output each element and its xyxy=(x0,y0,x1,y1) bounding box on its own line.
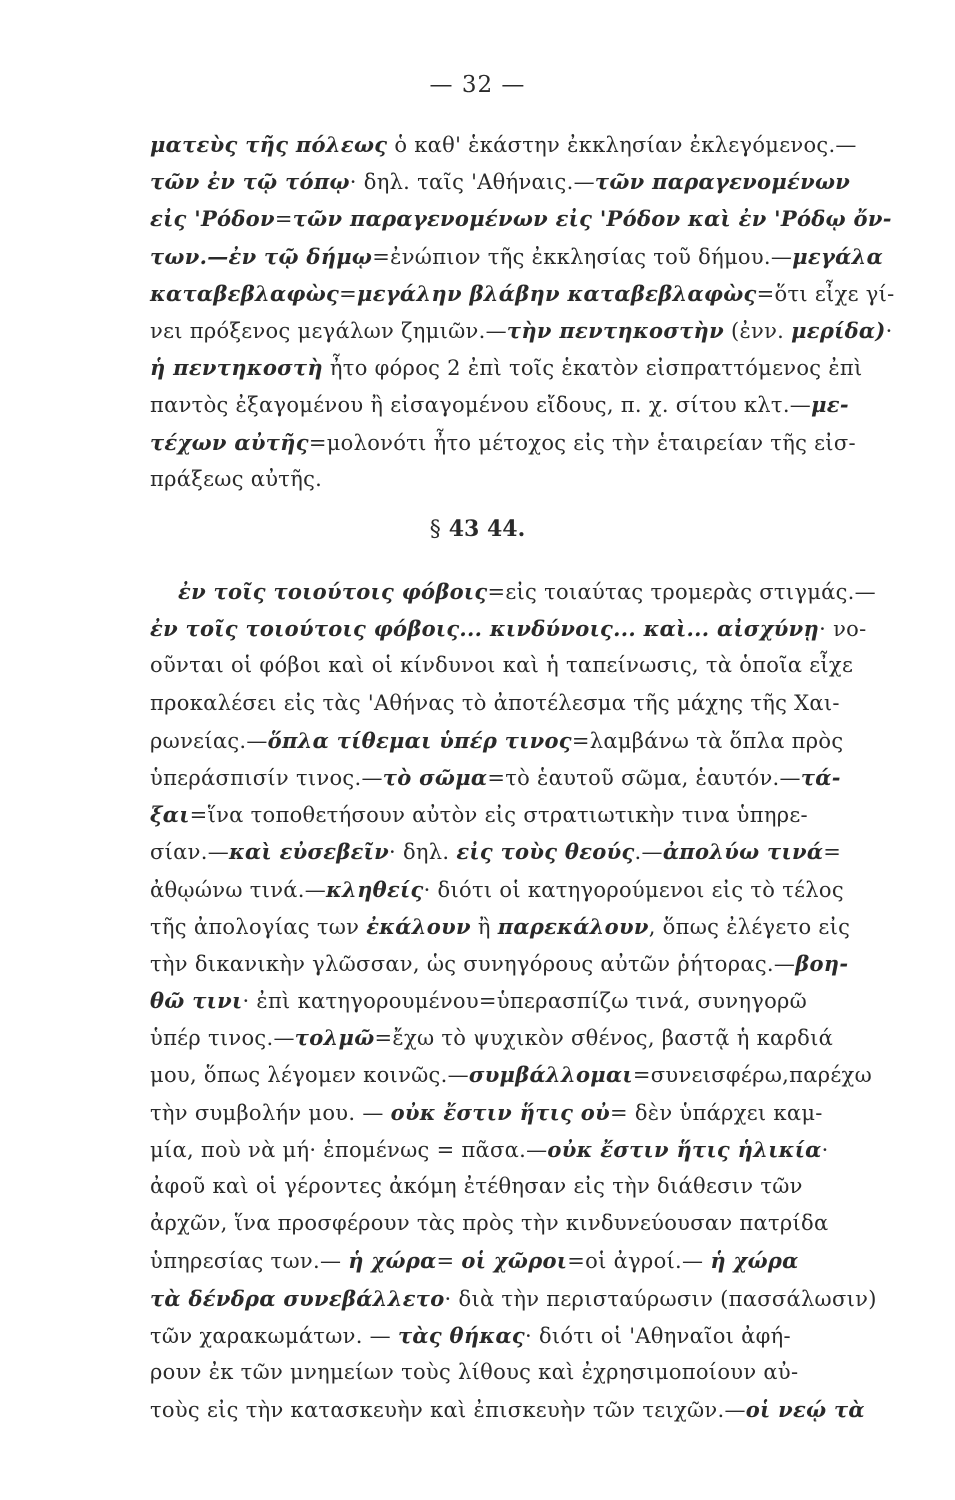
lemma-text: τῶν παραγενομένων xyxy=(594,169,851,195)
lemma-text: καὶ εὐσεβεῖν xyxy=(229,839,390,865)
section-numbers: 43 44. xyxy=(448,516,526,542)
lemma-text: καταβεβλαφὼς xyxy=(150,280,340,306)
text-line xyxy=(150,1317,910,1354)
page-number: — 32 — xyxy=(429,72,526,98)
gloss-text: · διὰ τὴν περισταύρωσιν (πασσάλωσιν) xyxy=(444,1286,877,1311)
lemma-text: τὰς θήκας xyxy=(397,1322,525,1348)
text-line xyxy=(150,685,910,722)
text-line xyxy=(150,982,910,1019)
gloss-text: ὑπεράσπισίν τινος.— xyxy=(150,765,383,790)
lemma-text: ἐκάλουν xyxy=(366,913,471,939)
gloss-text: =οἱ ἀγροί.— xyxy=(567,1249,711,1274)
text-line xyxy=(150,238,910,275)
gloss-text: = xyxy=(339,281,358,306)
lemma-text: ὅπλα τίθεμαι ὑπέρ τινος xyxy=(267,727,572,753)
gloss-text: ρωνείας.— xyxy=(150,728,268,753)
lemma-text: μεγάλα xyxy=(792,243,884,269)
lemma-text: ἡ πεντηκοστὴ xyxy=(150,355,323,381)
gloss-text: = δὲν ὑπάρχει καμ- xyxy=(609,1100,823,1125)
text-line xyxy=(150,1354,910,1391)
lemma-text: παρεκάλουν xyxy=(497,913,649,939)
text-line xyxy=(150,1391,910,1428)
text-line xyxy=(150,461,910,498)
gloss-text: · διότι οἱ 'Αθηναῖοι ἀφή- xyxy=(525,1323,791,1348)
section-heading xyxy=(0,516,955,542)
gloss-text: τὴν συμβολήν μου. — xyxy=(150,1100,391,1125)
gloss-text: =ὅτι εἶχε γί- xyxy=(756,281,895,306)
lemma-text: τῶν παραγενομένων εἰς 'Ρόδον καὶ ἐν 'Ρόδῳ ὄν- xyxy=(292,206,892,232)
text-line xyxy=(150,1205,910,1242)
gloss-text: ἀφοῦ καὶ οἱ γέροντες ἀκόμη ἐτέθησαν εἰς τὴν διάθεσιν τῶν xyxy=(150,1174,803,1198)
text-line xyxy=(150,945,910,982)
gloss-text: ἦτο φόρος 2 ἐπὶ τοῖς ἑκατὸν εἰσπραττόμενος ἐπὶ xyxy=(322,356,863,381)
gloss-text: =ἔχω τὸ ψυχικὸν σθένος, βαστᾷ ἡ καρδιά xyxy=(374,1026,834,1051)
gloss-text: ὑπέρ τινος.— xyxy=(150,1026,295,1051)
gloss-text: · xyxy=(821,1137,829,1162)
text-line xyxy=(150,647,910,684)
text-line xyxy=(150,424,910,461)
lemma-text: ἐν τοῖς τοιούτοις φόβοις... κινδύνοις... καὶ... αἰσχύνῃ xyxy=(150,616,820,642)
gloss-text: =λαμβάνω τὰ ὅπλα πρὸς xyxy=(571,728,844,753)
text-line xyxy=(150,722,910,759)
gloss-text: μου, ὅπως λέγομεν κοινῶς.— xyxy=(150,1063,469,1088)
section-symbol: § xyxy=(429,517,441,542)
gloss-text: = xyxy=(823,840,842,865)
gloss-text: · δηλ. ταῖς 'Αθήναις.— xyxy=(349,170,595,195)
lemma-text: βοη- xyxy=(795,950,849,976)
lemma-text: κληθείς xyxy=(326,876,424,902)
text-line xyxy=(150,1280,910,1317)
lemma-text: τολμῶ xyxy=(294,1025,375,1051)
text-line xyxy=(150,871,910,908)
gloss-text: σίαν.— xyxy=(150,840,229,865)
lemma-text: τὸ σῶμα xyxy=(382,764,488,790)
lemma-text: τά- xyxy=(800,764,841,790)
lemma-text: ξαι xyxy=(150,802,190,828)
text-line xyxy=(150,573,910,610)
gloss-text: =συνεισφέρω,παρέχω xyxy=(632,1063,872,1088)
text-line xyxy=(150,386,910,423)
gloss-text: · διότι οἱ κατηγορούμενοι εἰς τὸ τέλος xyxy=(423,877,844,902)
lemma-text: με- xyxy=(811,392,849,418)
lemma-text: οἱ νεῴ τὰ xyxy=(745,1397,865,1423)
gloss-text: παντὸς ἐξαγομένου ἢ εἰσαγομένου εἴδους, π. χ. σίτου κλτ.— xyxy=(150,393,812,418)
lemma-text: ἡ χώρα xyxy=(710,1248,799,1274)
gloss-text: =μολονότι ἦτο μέτοχος εἰς τὴν ἑταιρείαν τῆς εἰσ- xyxy=(308,430,856,455)
lemma-text: τέχων αὐτῆς xyxy=(150,429,309,455)
text-line xyxy=(150,200,910,237)
lemma-text: τὰ δένδρα συνεβάλλετο xyxy=(150,1285,445,1311)
gloss-text: , ὅπως ἐλέγετο εἰς xyxy=(648,914,851,939)
lemma-text: συμβάλλομαι xyxy=(468,1062,633,1088)
gloss-text: =εἰς τοιαύτας τρομερὰς στιγμάς.— xyxy=(487,580,876,604)
gloss-text: ὑπηρεσίας των.— xyxy=(150,1249,349,1274)
gloss-text: τῆς ἀπολογίας των xyxy=(150,914,367,939)
gloss-text: τὴν δικανικὴν γλῶσσαν, ὡς συνηγόρους αὐτῶν ῥήτορας.— xyxy=(150,951,796,976)
gloss-text: =ἵνα τοποθετήσουν αὐτὸν εἰς στρατιωτικὴν τινα ὑπηρε- xyxy=(189,803,808,828)
lemma-text: ἡ χώρα xyxy=(348,1248,437,1274)
gloss-text: ὁ καθ' ἑκάστην ἐκκλησίαν ἐκλεγόμενος.— xyxy=(387,133,857,157)
text-line xyxy=(150,1056,910,1093)
gloss-text: νει πρόξενος μεγάλων ζημιῶν.— xyxy=(150,318,507,343)
lemma-text: των.—ἐν τῷ δήμῳ xyxy=(150,243,373,269)
paragraph-block-2 xyxy=(150,573,910,1428)
lemma-text: οὐκ ἔστιν ἥτις ἡλικία xyxy=(547,1136,822,1162)
text-line xyxy=(150,163,910,200)
text-line xyxy=(150,1242,910,1279)
text-line xyxy=(150,349,910,386)
gloss-text: = xyxy=(436,1249,462,1274)
gloss-text: · xyxy=(885,318,893,343)
lemma-text: οἱ χῶροι xyxy=(461,1248,568,1274)
gloss-text: =τὸ ἑαυτοῦ σῶμα, ἑαυτόν.— xyxy=(487,765,801,790)
gloss-text: · δηλ. xyxy=(389,840,457,865)
gloss-text: τοὺς εἰς τὴν κατασκευὴν καὶ ἐπισκευὴν τῶν τειχῶν.— xyxy=(150,1398,746,1423)
lemma-text: μεγάλην βλάβην καταβεβλαφὼς xyxy=(357,280,757,306)
lemma-text: ἐν τοῖς τοιούτοις φόβοις xyxy=(178,579,488,604)
gloss-text: προκαλέσει εἰς τὰς 'Αθήνας τὸ ἀποτέλεσμα τῆς μάχης τῆς Χαι- xyxy=(150,690,840,715)
gloss-text: .— xyxy=(634,840,663,865)
text-line xyxy=(150,908,910,945)
gloss-text: πράξεως αὐτῆς. xyxy=(150,466,323,491)
lemma-text: θῶ τινι xyxy=(150,988,243,1014)
text-line xyxy=(150,1131,910,1168)
text-line xyxy=(150,1168,910,1205)
gloss-text: (ἐνν. xyxy=(723,318,792,343)
gloss-text: =ἐνώπιον τῆς ἐκκλησίας τοῦ δήμου.— xyxy=(372,244,793,269)
gloss-text: τῶν χαρακωμάτων. — xyxy=(150,1323,398,1348)
lemma-text: ἀπολύω τινά xyxy=(662,839,824,865)
text-line xyxy=(150,833,910,870)
gloss-text: ἀρχῶν, ἵνα προσφέρουν τὰς πρὸς τὴν κινδυνεύουσαν πατρίδα xyxy=(150,1211,829,1236)
gloss-text: ἀθῳώνω τινά.— xyxy=(150,877,327,902)
text-line xyxy=(150,1094,910,1131)
gloss-text: οῦνται οἱ φόβοι καὶ οἱ κίνδυνοι καὶ ἡ ταπείνωσις, τὰ ὁποῖα εἶχε xyxy=(150,653,854,678)
lemma-text: μερίδα) xyxy=(791,317,886,343)
text-line xyxy=(150,126,910,163)
gloss-text: · ἐπὶ κατηγορουμένου=ὑπερασπίζω τινά, συνηγορῶ xyxy=(242,989,808,1014)
lemma-text: τὴν πεντηκοστὴν xyxy=(506,317,724,343)
lemma-text: ματεὺς τῆς πόλεως xyxy=(150,132,388,157)
lemma-text: εἰς 'Ρόδον xyxy=(150,206,275,232)
gloss-text: · νο- xyxy=(819,617,867,642)
text-line xyxy=(150,312,910,349)
text-line xyxy=(150,759,910,796)
text-line xyxy=(150,610,910,647)
lemma-text: εἰς τοὺς θεούς xyxy=(456,839,635,865)
gloss-text: ἢ xyxy=(470,914,498,939)
lemma-text: τῶν ἐν τῷ τόπῳ xyxy=(150,169,350,195)
gloss-text: μία, ποὺ νὰ μή· ἑπομένως = πᾶσα.— xyxy=(150,1137,548,1162)
paragraph-block-1 xyxy=(150,126,910,498)
gloss-text: ρουν ἐκ τῶν μνημείων τοὺς λίθους καὶ ἐχρησιμοποίουν αὐ- xyxy=(150,1359,799,1384)
text-line xyxy=(150,275,910,312)
gloss-text: = xyxy=(274,207,293,232)
lemma-text: οὐκ ἔστιν ἥτις οὐ xyxy=(390,1099,610,1125)
text-line xyxy=(150,1019,910,1056)
text-line xyxy=(150,796,910,833)
